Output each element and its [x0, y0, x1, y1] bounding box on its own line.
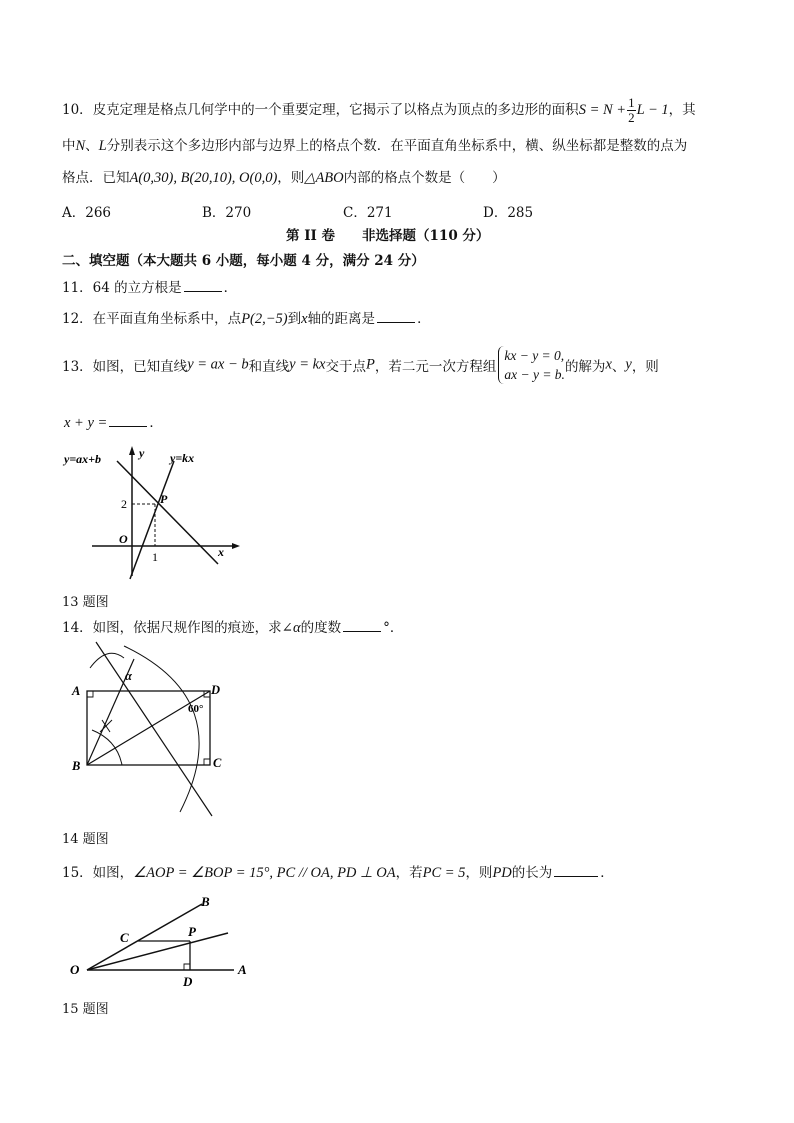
q13-caption: 13 题图 — [62, 595, 109, 610]
q15: 15．如图，∠AOP = ∠BOP = 15°, PC // OA, PD ⊥ OA，若PC = 5，则PD的长为 ． — [62, 865, 614, 881]
q10-option-a[interactable]: A．266 — [62, 205, 112, 221]
q14-figure — [62, 640, 242, 820]
q11: 11．64 的立方根是 ． — [62, 280, 238, 296]
label-P: P — [188, 924, 196, 939]
volume-title: 第 II 卷 非选择题（110 分） — [286, 228, 490, 244]
q13-figure — [60, 443, 240, 583]
pick-formula-lhs: S = N + — [578, 102, 627, 118]
q10-option-b[interactable]: B．270 — [202, 205, 252, 221]
point-P: P(2,−5) — [241, 311, 288, 327]
q11-answer-blank[interactable] — [184, 290, 222, 292]
var-N: N — [75, 138, 86, 154]
q10-number: 10． — [62, 102, 93, 118]
pick-formula-rhs: L − 1 — [636, 102, 669, 118]
construction-arc-large — [124, 646, 199, 812]
q10-line1: 10．皮克定理是格点几何学中的一个重要定理，它揭示了以格点为顶点的多边形的面积S = N + $\frac{1}{2}$ L − 1，其 — [62, 95, 696, 125]
construction-arc-top — [90, 653, 124, 668]
q14: 14．如图，依据尺规作图的痕迹，求∠α的度数 °． — [62, 620, 404, 636]
label-D: D — [183, 974, 193, 989]
q15-caption: 15 题图 — [62, 1002, 109, 1017]
label-P: P — [160, 492, 168, 506]
q10-points: A(0,30), B(20,10), O(0,0) — [129, 170, 278, 186]
equation-system: kx − y = 0, ax − y = b. — [498, 346, 565, 384]
one-half-fraction: $\frac{1}{2}$ — [628, 95, 635, 125]
q15-answer-blank[interactable] — [554, 875, 598, 877]
label-C: C — [120, 930, 129, 945]
label-C: C — [213, 756, 222, 770]
label-A: A — [72, 684, 81, 698]
q13-answer-blank[interactable] — [109, 425, 147, 427]
q15-figure — [62, 890, 262, 990]
q15-conditions: ∠AOP = ∠BOP = 15°, PC // OA, PD ⊥ OA — [133, 865, 396, 881]
label-line1: y=ax+b — [64, 452, 102, 466]
x-axis-arrow — [232, 543, 240, 549]
ray-OB — [87, 904, 202, 970]
q14-answer-blank[interactable] — [343, 630, 381, 632]
part-title: 二、填空题（本大题共 6 小题，每小题 4 分，满分 24 分） — [62, 253, 425, 269]
label-y: y — [139, 446, 145, 460]
var-L: L — [98, 138, 107, 154]
y-axis-arrow — [129, 446, 135, 455]
q13-line1: 13．如图，已知直线y = ax − b和直线y = kx交于点P，若二元一次方程组 kx − y = 0, ax − y = b. 的解为x、y，则 — [62, 348, 659, 382]
q12-answer-blank[interactable] — [377, 321, 415, 323]
label-2: 2 — [121, 497, 127, 511]
q12: 12．在平面直角坐标系中，点P(2,−5)到x轴的距离是 ． — [62, 311, 431, 327]
label-O: O — [119, 532, 128, 546]
label-O: O — [70, 962, 80, 977]
label-alpha: α — [125, 669, 132, 683]
q14-caption: 14 题图 — [62, 832, 109, 847]
q10-text: 皮克定理是格点几何学中的一个重要定理，它揭示了以格点为顶点的多边形的面积 — [92, 102, 579, 118]
ray-OP — [87, 933, 228, 970]
q10-option-d[interactable]: D．285 — [483, 205, 534, 221]
q13-line2: x + y = ． — [64, 415, 163, 431]
triangle-ABO: △ABO — [304, 170, 344, 186]
label-line2: y=kx — [170, 451, 195, 465]
q10-line3: 格点．已知A(0,30), B(20,10), O(0,0)，则△ABO内部的格点个数是（ ） — [62, 170, 506, 186]
perpendicular-bisector — [96, 642, 212, 816]
label-B: B — [201, 894, 210, 909]
q10-option-c[interactable]: C．271 — [343, 205, 393, 221]
label-x: x — [218, 545, 224, 559]
q10-line2: 中N、L分别表示这个多边形内部与边界上的格点个数．在平面直角坐标系中，横、纵坐标都是整数的点为 — [62, 138, 688, 154]
label-60-degrees: 60° — [188, 703, 204, 715]
label-D: D — [211, 683, 221, 697]
label-B: B — [72, 759, 81, 773]
label-A: A — [238, 962, 247, 977]
label-1: 1 — [152, 550, 158, 564]
